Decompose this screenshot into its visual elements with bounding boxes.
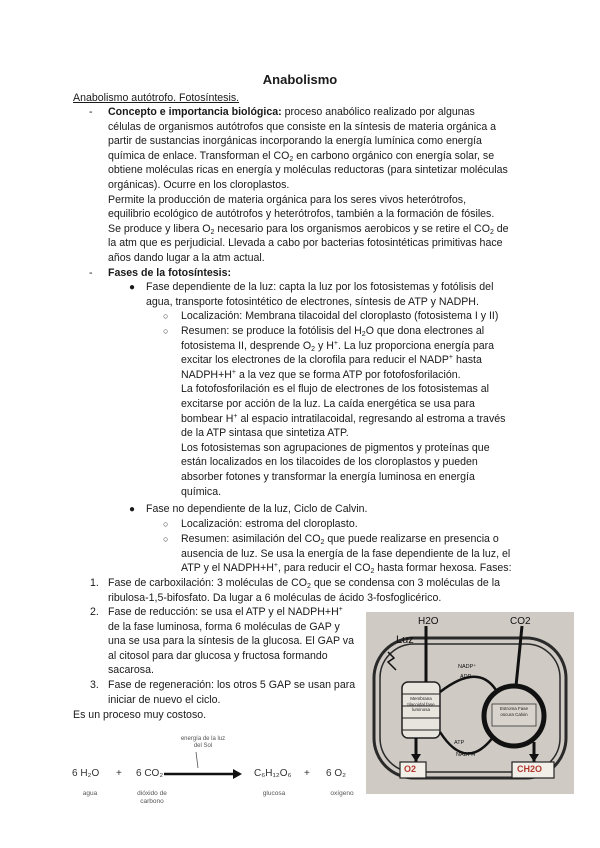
eq-label-oxygen: oxígeno bbox=[330, 790, 354, 797]
section-subtitle: Anabolismo autótrofo. Fotosíntesis. bbox=[73, 92, 240, 104]
circle-bullet: ○ bbox=[163, 326, 169, 336]
page-title: Anabolismo bbox=[262, 72, 338, 87]
dash-bullet: - bbox=[89, 267, 93, 279]
text-line: O que dona electrones al bbox=[365, 325, 485, 337]
dash-bullet: - bbox=[89, 106, 93, 118]
text-line: de la ATP sintasa que sintetiza ATP. bbox=[181, 427, 349, 440]
text-line: . La luz proporciona energía para bbox=[337, 339, 495, 352]
equation-arrow bbox=[60, 736, 380, 836]
phases-heading-line bbox=[108, 266, 231, 281]
text-line: proceso anabólico realizado por algunas bbox=[284, 106, 475, 118]
text-line: absorber fotones y transformar la energía luminosa en energía bbox=[181, 470, 475, 483]
text-line: están localizados en los tilacoides de los cloroplastos y pueden bbox=[181, 456, 478, 469]
text-line: que se condensa con 3 moléculas de la bbox=[310, 577, 500, 589]
text-line: de la fase luminosa, forma 6 moléculas de GAP y bbox=[108, 620, 340, 633]
text-line: Fase de reducción: se usa el ATP y el NADPH+H bbox=[108, 606, 339, 618]
text-line: obtiene moléculas ricas en energía y moléculas reductoras (para sintetizar moléculas bbox=[108, 164, 508, 177]
eq-label-glucose: glucosa bbox=[262, 790, 286, 797]
text-line: Resumen: se produce la fotólisis del H bbox=[181, 325, 362, 337]
step-reduction: Fase de reducción: se usa el ATP y el NADPH+H+ de la fase luminosa, forma 6 moléculas de GAP y una se usa para la síntesis de la glucosa. El GAP va al citosol para dar glucosa y fructosa formando sacarosa. bbox=[108, 606, 354, 677]
sunlight-label: energía de la luz del Sol bbox=[180, 736, 226, 749]
eq-water: 6 H₂O bbox=[72, 768, 100, 779]
text-line: Localización: Membrana tilacoidal del cloroplasto (fotosistema I y II) bbox=[181, 310, 499, 322]
text-line: hasta bbox=[453, 354, 482, 367]
text-line: de bbox=[493, 222, 509, 235]
disc-bullet: ● bbox=[129, 282, 136, 293]
text-line: en carbono orgánico con energía solar, se bbox=[293, 149, 495, 162]
eq-glucose: C₆H₁₂O₆ bbox=[254, 768, 292, 779]
text-line: al citosol para dar glucosa y fructosa formando bbox=[108, 649, 328, 662]
text-line: Fase de regeneración: los otros 5 GAP se usan para bbox=[108, 679, 356, 691]
co2-label: CO2 bbox=[510, 616, 531, 627]
text-line: , para reducir el CO bbox=[278, 562, 371, 575]
dark-summary: Resumen: asimilación del $CO_2$ que puede realizarse en presencia o ausencia de luz. Se usa la energía de la fase dependiente de la luz, el ATP y el NADPH+H+, para reducir el $CO_2$ hasta formar hexosa. Fases: bbox=[181, 533, 512, 576]
step-number: 3. bbox=[90, 679, 99, 691]
text-line: ausencia de luz. Se usa la energía de la fase dependiente de la luz, el bbox=[181, 547, 511, 560]
adp-label: ADP bbox=[460, 674, 472, 680]
text-line: hasta formar hexosa. Fases: bbox=[374, 562, 512, 575]
text-line: que puede realizarse en presencia o bbox=[324, 533, 499, 545]
text-line: Fase dependiente de la luz: capta la luz por los fotosistemas y fotólisis del bbox=[146, 281, 494, 293]
photosynthesis-equation bbox=[60, 736, 380, 836]
eq-label-co2: dióxido de carbono bbox=[137, 790, 167, 805]
concept-heading: Concepto e importancia biológica: bbox=[108, 106, 282, 118]
text-line: NADPH+H bbox=[181, 368, 232, 381]
text-line: Localización: estroma del cloroplasto. bbox=[181, 518, 358, 530]
eq-oxygen: 6 O₂ bbox=[326, 768, 346, 779]
text-line: agua, transporte fotosintético de electrones, síntesis de ATP y NADPH. bbox=[146, 295, 479, 308]
luz-label: Luz bbox=[396, 634, 414, 646]
text-line: Resumen: asimilación del CO bbox=[181, 533, 321, 545]
light-summary: Resumen: se produce la fotólisis del $H_2O$ que dona electrones al fotosistema II, desprende $O_2$ y H+. La luz proporciona energía para excitar los electrones de la clorofila para reducir el NADP+ hasta NADPH+H+ a la vez que se forma ATP por fotofosforilación. La fotofosforilación es el flujo de electrones de los fotosistemas al excitarse por acción de la luz. La caída energética se usa para bombear H+ al espacio intratilacoidal, regresando al estroma a través de la ATP sintasa que sintetiza ATP. Los fotosistemas son agrupaciones de pigmentos y proteínas que están localizados en los tilacoides de los cloroplastos y pueden absorber fotones y transformar la energía luminosa en energía química. bbox=[181, 325, 506, 498]
text-line: Fase no dependiente de la luz, Ciclo de Calvin. bbox=[146, 503, 368, 515]
text-line: Los fotosistemas son agrupaciones de pigmentos y proteínas que bbox=[181, 441, 490, 454]
text-line: la atm que es perjudicial. Llevada a cabo por bacterias fotosintéticas primitivas hace bbox=[108, 237, 503, 250]
text-line: La fotofosforilación es el flujo de electrones de los fotosistemas al bbox=[181, 383, 489, 396]
atp-label: ATP bbox=[454, 740, 465, 746]
nadp-label: NADP⁺ bbox=[458, 664, 477, 670]
text-line: equilibrio ecológico de autótrofos y heterótrofos, también a la formación de fósiles. bbox=[108, 208, 495, 221]
text-line: química. bbox=[181, 485, 222, 498]
text-line: Es un proceso muy costoso. bbox=[73, 709, 207, 721]
light-location bbox=[181, 309, 498, 324]
step-number: 1. bbox=[90, 577, 99, 589]
text-line: fotosistema II, desprende O bbox=[181, 339, 312, 352]
text-line: orgánicas). Ocurre en los cloroplastos. bbox=[108, 178, 290, 191]
text-line: excitar los electrones de la clorofila para reducir el NADP bbox=[181, 354, 449, 367]
chloroplast-diagram-photo bbox=[366, 612, 574, 794]
text-line: células de organismos autótrofos que consiste en la síntesis de materia orgánica a bbox=[108, 120, 497, 133]
text-line: a la vez que se forma ATP por fotofosforilación. bbox=[236, 368, 461, 381]
eq-co2: 6 CO₂ bbox=[136, 768, 164, 779]
circle-bullet: ○ bbox=[163, 311, 169, 321]
eq-plus: + bbox=[116, 768, 122, 779]
h2o-label: H2O bbox=[418, 616, 439, 627]
dark-phase-text bbox=[146, 502, 367, 517]
text-line: iniciar de nuevo el ciclo. bbox=[108, 693, 221, 706]
light-phase-text bbox=[146, 280, 586, 309]
step-number: 2. bbox=[90, 606, 99, 618]
text-line: ATP y el NADPH+H bbox=[181, 562, 274, 575]
eq-plus: + bbox=[304, 768, 310, 779]
o2-label: O2 bbox=[404, 764, 417, 774]
text-line: química de enlace. Transforman el CO bbox=[108, 149, 290, 162]
text-line: al espacio intratilacoidal, regresando al estroma a través bbox=[237, 412, 506, 425]
text-line: Fase de carboxilación: 3 moléculas de CO bbox=[108, 577, 308, 589]
stroma-label: Estroma Fase oscura Calvin bbox=[499, 706, 528, 717]
dark-location bbox=[181, 517, 358, 532]
text-line: sacarosa. bbox=[108, 664, 154, 677]
text-line: bombear H bbox=[181, 412, 234, 425]
nadph-label: NADPH bbox=[456, 752, 476, 758]
text-line: necesario para los organismos aerobicos y se retire el CO bbox=[214, 222, 490, 235]
text-line: excitarse por acción de la luz. La caída energética se usa para bbox=[181, 397, 475, 410]
text-line: ribulosa-1,5-bifosfato. Da lugar a 6 moléculas de ácido 3-fosfoglicérico. bbox=[108, 591, 442, 604]
circle-bullet: ○ bbox=[163, 534, 169, 544]
ch2o-label: CH2O bbox=[517, 764, 543, 774]
eq-label-water: agua bbox=[82, 790, 98, 797]
phases-heading: Fases de la fotosíntesis: bbox=[108, 267, 232, 279]
concept-paragraph: Concepto e importancia biológica: proceso anabólico realizado por algunas células de organismos autótrofos que consiste en la síntesis de materia orgánica a partir de sustancias inorgánicas incorporando la energía lumínica como energía química de enlace. Transforman el $CO_2$ en carbono orgánico con energía solar, se obtiene moléculas ricas en energía y moléculas reductoras (para sintetizar moléculas orgánicas). Ocurre en los cloroplastos. Permite la producción de materia orgánica para los seres vivos heterótrofos, equilibrio ecológico de autótrofos y heterótrofos, también a la formación de fósiles. Se produce y libera $O_2$ necesario para los organismos aerobicos y se retire el $CO_2$ de la atm que es perjudicial. Llevada a cabo por bacterias fotosintéticas primitivas hace años dando lugar a la atm actual. bbox=[108, 106, 509, 264]
text-line: una se usa para la síntesis de la glucosa. El GAP va bbox=[108, 635, 354, 648]
text-line: Permite la producción de materia orgánica para los seres vivos heterótrofos, bbox=[108, 193, 467, 206]
closing-note bbox=[73, 708, 206, 723]
step-carboxylation: Fase de carboxilación: 3 moléculas de $CO_2$ que se condensa con 3 moléculas de la ribulosa-1,5-bifosfato. Da lugar a 6 moléculas de ácido 3-fosfoglicérico. bbox=[108, 577, 500, 604]
step-regeneration bbox=[108, 678, 368, 707]
text-line: Se produce y libera O bbox=[108, 222, 211, 235]
text-line: años dando lugar a la atm actual. bbox=[108, 251, 265, 264]
membrane-label: Membrana tilacoidal fase luminosa bbox=[407, 696, 435, 712]
text-line: partir de sustancias inorgánicas incorporando la energía lumínica como energía bbox=[108, 135, 482, 148]
circle-bullet: ○ bbox=[163, 519, 169, 529]
text-line: y H bbox=[315, 339, 334, 352]
disc-bullet: ● bbox=[129, 504, 136, 515]
